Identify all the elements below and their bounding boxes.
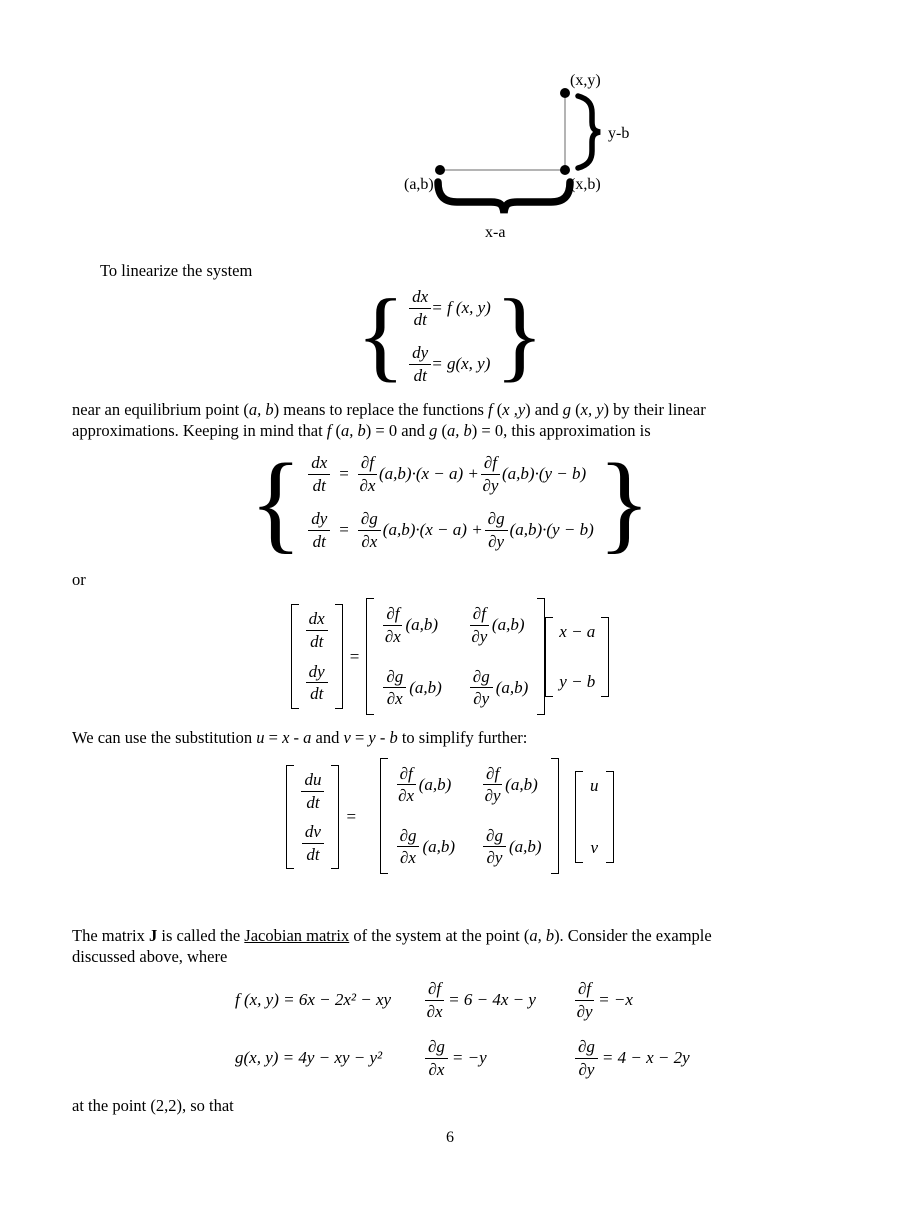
fraction-numerator: ∂g [358,509,381,531]
fraction-numerator: ∂g [483,826,506,848]
fraction-denominator: ∂x [398,786,415,806]
fraction-numerator: ∂g [575,1037,598,1059]
jacobian-matrix [380,758,559,874]
fraction-numerator: ∂f [358,453,377,475]
fraction-denominator: ∂y [473,689,490,709]
equals-sign: = [346,807,357,827]
label-yb: y-b [608,125,630,142]
equals-sign: = [339,520,349,540]
derivative-value: = −x [598,990,633,1010]
partial-fraction [575,979,594,1021]
linearized-rows [306,453,594,551]
fraction-numerator: ∂f [481,453,500,475]
vector-entries [553,617,601,697]
fraction-numerator: ∂f [425,979,444,1001]
right-curly-brace: } [494,279,544,393]
fraction-denominator: dt [310,631,324,651]
right-bracket [601,617,609,697]
partial-derivative [425,979,575,1021]
system-row [409,287,491,329]
cell-argument: (a,b) [405,615,439,635]
fraction-numerator: ∂g [383,667,406,689]
matrix-cell [483,826,541,868]
function-definition: f (x, y) = 6x − 2x² − xy [235,990,392,1010]
partial-fraction [397,764,416,806]
matrix-cell [483,764,541,806]
matrix-cell [397,826,455,868]
system-row [409,343,491,385]
fraction-denominator: ∂x [359,475,376,495]
left-bracket [380,758,388,874]
fraction [308,509,330,551]
cell-argument: (a,b) [495,677,529,697]
right-bracket [551,758,559,874]
cell-argument: (a,b) [409,677,442,697]
vector-entry: y − b [559,671,596,691]
fraction-denominator: ∂x [426,1001,443,1021]
partial-fraction [481,453,500,495]
fraction-numerator: ∂f [470,604,489,626]
under-brace-icon [438,182,570,213]
fraction-denominator: ∂x [384,626,401,646]
fraction-denominator: ∂y [576,1001,593,1021]
matrix-cell [397,764,455,806]
fraction-numerator: ∂g [485,509,508,531]
term-text: (a,b)·(x − a) + [382,520,483,540]
left-bracket [366,598,374,714]
fraction [409,343,431,385]
vector-entry: x − a [559,621,596,641]
intro-text: To linearize the system [100,261,253,280]
lhs-entries [294,765,331,869]
closing-text: at the point (2,2), so that [72,1096,234,1116]
fraction-numerator: dy [308,509,330,531]
equation-rhs: = f (x, y) [431,298,491,318]
fraction-numerator: dy [409,343,431,365]
fraction-denominator: ∂y [482,475,499,495]
linearized-row [306,509,594,551]
equation-matrix-form [72,598,828,714]
fraction-numerator: ∂f [383,604,402,626]
partial-fraction [425,1037,448,1079]
equation-jacobian [72,758,828,877]
matrix-cell [470,667,528,709]
paragraph-jacobian: The matrix J is called the Jacobian matrix of the system at the point (a, b). Consider the example discussed above, where [72,925,712,967]
matrix-cell [383,604,441,646]
fraction-numerator: ∂f [575,979,594,1001]
fraction-numerator: ∂g [470,667,493,689]
document-page [0,60,900,1116]
partial-fraction [483,826,506,868]
fraction-numerator: dy [306,662,328,684]
derivative-value: = 4 − x − 2y [601,1048,690,1068]
label-xa: x-a [485,224,506,241]
jacobian-with-label [363,758,575,877]
cell-argument: (a,b) [418,774,452,794]
jacobian-matrix [366,598,545,714]
fraction-numerator: ∂g [397,826,420,848]
fraction-denominator: dt [312,475,326,495]
point-xb-dot [560,165,570,175]
function-definition: g(x, y) = 4y − xy − y² [235,1048,383,1068]
fraction-denominator: dt [310,684,324,704]
term-text: (a,b)·(y − b) [509,520,594,540]
right-bracket [606,771,614,863]
equals-sign: = [339,464,349,484]
partial-derivative [575,979,828,1021]
partial-fraction [383,604,402,646]
partial-fraction [358,509,381,551]
partial-fraction [383,667,406,709]
equation-system [72,279,828,393]
term-text: (a,b)·(x − a) + [379,464,479,484]
fraction-numerator: dx [306,609,328,631]
fraction-denominator: ∂y [486,848,503,868]
matrix-cell [383,667,441,709]
fraction-numerator: dx [409,287,431,309]
left-curly-brace: { [249,441,303,564]
jacobian-cells [388,758,551,874]
cell-argument: (a,b) [505,774,538,794]
left-bracket [286,765,294,869]
fraction-denominator: ∂x [386,689,403,709]
equals-sign: = [349,646,360,666]
partial-fraction [483,764,502,806]
vector-entry: v [590,838,599,858]
fraction [409,287,431,329]
fraction [306,662,328,704]
right-bracket [331,765,339,869]
right-bracket [537,598,545,714]
lhs-vector [286,765,339,869]
equation-rhs: = g(x, y) [431,354,491,374]
label-ab: (a,b) [404,176,434,193]
rhs-vector [575,771,614,863]
label-xb: (x,b) [570,176,601,193]
fraction-denominator: dt [413,365,427,385]
fraction-denominator: ∂x [428,1059,445,1079]
example-equations [235,979,828,1079]
linearization-diagram [360,60,660,246]
partial-fraction [358,453,377,495]
lhs-entries [299,604,335,708]
partial-fraction [485,509,508,551]
point-ab-dot [435,165,445,175]
right-brace-icon [578,96,600,168]
term-text: (a,b)·(y − b) [502,464,587,484]
fraction [301,770,324,812]
fraction-numerator: ∂g [425,1037,448,1059]
lhs-vector [291,604,343,708]
fraction-denominator: dt [306,792,320,812]
right-bracket [335,604,343,708]
vector-entry: u [590,776,599,796]
fraction [306,609,328,651]
cell-argument: (a,b) [422,836,456,856]
fraction [302,822,324,864]
partial-fraction [575,1037,598,1079]
derivative-value: = 6 − 4x − y [448,990,536,1010]
equation-linearized [72,441,828,564]
point-xy-dot [560,88,570,98]
cell-argument: (a,b) [491,615,525,635]
fraction-denominator: ∂y [488,531,505,551]
partial-derivative [575,1037,828,1079]
fraction-denominator: dt [413,309,427,329]
fraction-denominator: ∂y [578,1059,595,1079]
jacobian-cells [374,598,537,714]
fraction-numerator: ∂f [483,764,502,786]
fraction-denominator: dt [312,531,326,551]
left-bracket [291,604,299,708]
fraction-numerator: ∂f [397,764,416,786]
fraction-numerator: dx [308,453,330,475]
label-xy: (x,y) [570,72,601,89]
partial-fraction [397,826,420,868]
cell-argument: (a,b) [508,836,542,856]
derivative-value: = −y [451,1048,487,1068]
fraction-numerator: du [301,770,324,792]
paragraph-equilibrium: near an equilibrium point (a, b) means to replace the functions f (x ,y) and g (x, y) by their linear approximations. Keeping in mind that f (a, b) = 0 and g (a, b) = 0, this approximation is [72,400,706,441]
fraction-denominator: ∂x [361,531,378,551]
page-number: 6 [446,1129,454,1146]
rhs-vector [545,617,609,697]
paragraph-substitution: We can use the substitution u = x - a and v = y - b to simplify further: [72,727,528,747]
fraction-denominator: ∂y [471,626,488,646]
vector-entries [583,771,606,863]
or-text: or [72,570,86,590]
partial-fraction [425,979,444,1021]
partial-fraction [470,667,493,709]
fraction [308,453,330,495]
left-curly-brace: { [356,279,406,393]
matrix-cell [470,604,528,646]
partial-derivative [425,1037,575,1079]
linearized-row [306,453,594,495]
partial-fraction [470,604,489,646]
fraction-numerator: dv [302,822,324,844]
left-bracket [575,771,583,863]
system-rows [409,287,491,385]
left-bracket [545,617,553,697]
fraction-denominator: ∂y [484,786,501,806]
fraction-denominator: ∂x [400,848,416,868]
fraction-denominator: dt [306,844,320,864]
right-curly-brace: } [597,441,651,564]
